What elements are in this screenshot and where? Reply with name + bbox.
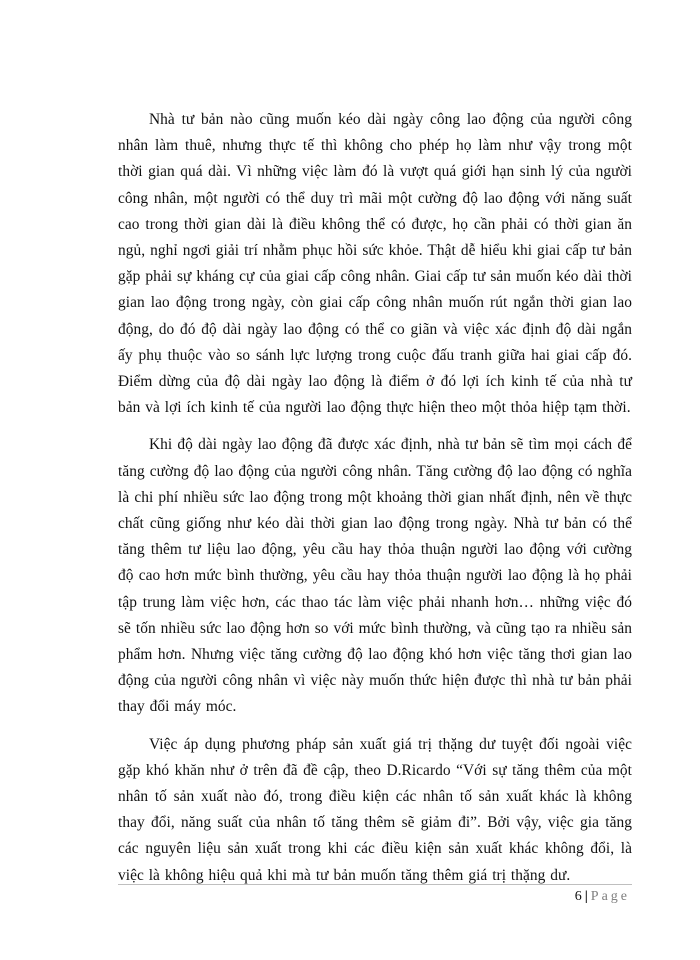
document-body: [118, 107, 632, 900]
page-footer: [575, 888, 630, 906]
footer-divider: [118, 884, 632, 885]
footer-separator: |: [584, 889, 588, 904]
paragraph-2: Khi độ dài ngày lao động đã được xác định, nhà tư bản sẽ tìm mọi cách để tăng cường độ lao động của người công nhân. Tăng cường độ lao động có nghĩa là chi phí nhiều sức lao động trong một khoảng thời gian nhất định, nên về thực chất cũng giống như kéo dài thời gian lao động trong ngày. Nhà tư bản có thể tăng thêm tư liệu lao động, yêu cầu hay thỏa thuận người lao động với cường độ cao hơn mức bình thường, yêu cầu hay thỏa thuận người lao động là họ phải tập trung làm việc hơn, các thao tác làm việc phải nhanh hơn… những việc đó sẽ tốn nhiều sức lao động hơn so với mức bình thường, và cũng tạo ra nhiều sản phẩm hơn. Nhưng việc tăng cường độ lao động khó hơn việc tăng thơi gian lao động của người công nhân vì việc này muốn thức hiện được thì nhà tư bản phải thay đổi máy móc.: [118, 436, 632, 716]
paragraph-3: Việc áp dụng phương pháp sản xuất giá trị thặng dư tuyệt đối ngoài việc gặp khó khăn như ở trên đã đề cập, theo D.Ricardo “Với sự tăng thêm của một nhân tố sản xuất nào đó, trong điều kiện các nhân tố sản xuất khác là không thay đổi, năng suất của nhân tố tăng thêm sẽ giảm đi”. Bởi vậy, việc gia tăng các nguyên liệu sản xuất trong khi các điều kiện sản xuất khác không đổi, là việc là không hiệu quả khi mà tư bản muốn tăng thêm giá trị thặng dư.: [118, 735, 632, 884]
page-label: Page: [590, 889, 630, 904]
paragraph-1: Nhà tư bản nào cũng muốn kéo dài ngày công lao động của người công nhân làm thuê, nhưng thực tế thì không cho phép họ làm như vậy trong một thời gian quá dài. Vì những việc làm đó là vượt quá giới hạn sinh lý của người công nhân, một người có thể duy trì mãi một cường độ lao động với năng suất cao trong thời gian dài là điều không thể có được, họ cần phải có thời gian ăn ngủ, nghỉ ngơi giải trí nhằm phục hồi sức khỏe. Thật dễ hiểu khi giai cấp tư bản gặp phải sự kháng cự của giai cấp công nhân. Giai cấp tư sản muốn kéo dài thời gian lao động trong ngày, còn giai cấp công nhân muốn rút ngắn thời gian lao động, do đó độ dài ngày lao động có thể co giãn và việc xác định độ dài ngắn ấy phụ thuộc vào so sánh lực lượng trong cuộc đấu tranh giữa hai giai cấp đó. Điểm dừng của độ dài ngày lao động là điểm ở đó lợi ích kinh tế của nhà tư bản và lợi ích kinh tế của người lao động thực hiện theo một thỏa hiệp tạm thời.: [118, 111, 632, 417]
page-number: 6: [574, 889, 582, 904]
